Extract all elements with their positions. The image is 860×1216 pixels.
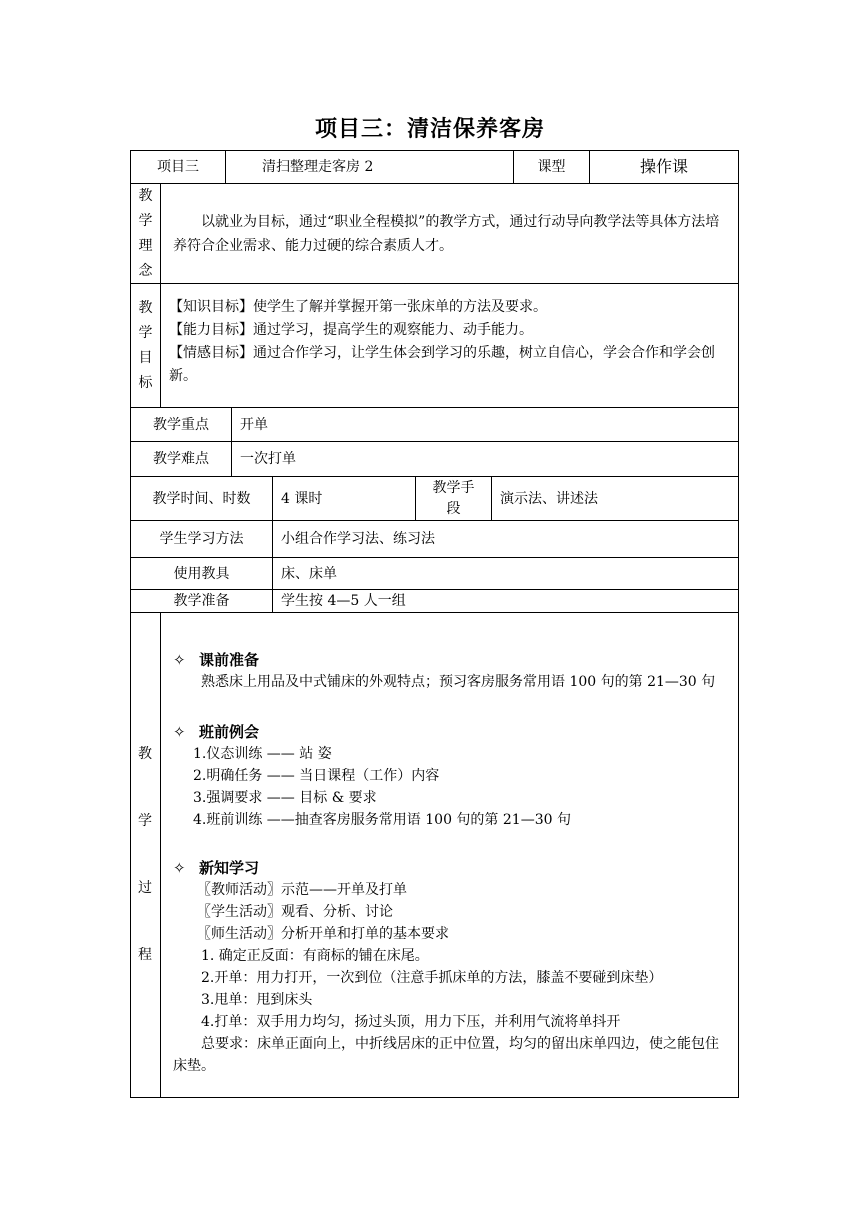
means-label: 教学手段 xyxy=(432,479,475,517)
meeting-item: 2.明确任务 —— 当日课程（工作）内容 xyxy=(193,768,440,784)
difficulty-value: 一次打单 xyxy=(240,451,296,467)
course-type-label-cell xyxy=(513,150,590,184)
new-learning-heading: ✧ 新知学习 xyxy=(173,859,260,877)
key-point-label-cell xyxy=(130,407,232,442)
time-value: 4 课时 xyxy=(281,490,323,507)
pre-class-text: 熟悉床上用品及中式铺床的外观特点；预习客房服务常用语 100 句的第 21—30 句 xyxy=(201,674,716,690)
project-value: 清扫整理走客房 2 xyxy=(262,159,374,175)
diamond-icon: ✧ xyxy=(173,859,186,877)
project-label: 项目三 xyxy=(157,159,199,175)
joint-activity: 〖师生活动〗分析开单和打单的基本要求 xyxy=(197,926,449,942)
teaching-concept-text: 以就业为目标，通过“职业全程模拟”的教学方式，通过行动导向教学法等具体方法培养符合企业需求、能力过硬的综合素质人才。 xyxy=(173,213,720,254)
course-type-value: 操作课 xyxy=(639,157,688,176)
step-item: 2.开单：用力打开，一次到位（注意手抓床单的方法，膝盖不要碰到床垫） xyxy=(201,970,663,986)
teaching-concept-label: 教 学 理 念 xyxy=(130,183,161,284)
step-item: 1. 确定正反面：有商标的铺在床尾。 xyxy=(201,948,429,964)
process-label: 教 学 过 程 xyxy=(130,612,161,1098)
step-item: 4.打单：双手用力均匀，扬过头顶，用力下压，并利用气流将单抖开 xyxy=(201,1014,621,1030)
step-item: 3.甩单：甩到床头 xyxy=(201,992,313,1008)
project-label-cell xyxy=(130,150,226,184)
teaching-concept-content xyxy=(160,183,739,284)
course-type-label: 课型 xyxy=(537,159,566,175)
teaching-goals-label: 教 学 目 标 xyxy=(130,283,161,408)
page-title: 项目三：清洁保养客房 xyxy=(314,117,545,142)
tools-label: 使用教具 xyxy=(173,565,230,582)
means-label-cell xyxy=(415,476,492,521)
time-label: 教学时间、时数 xyxy=(152,490,251,507)
diamond-icon: ✧ xyxy=(173,651,186,669)
pre-class-heading: ✧ 课前准备 xyxy=(173,651,260,669)
key-point-label: 教学重点 xyxy=(153,416,209,433)
meeting-item: 1.仪态训练 —— 站 姿 xyxy=(193,746,332,762)
key-point-value-cell xyxy=(231,407,739,442)
tools-value-cell xyxy=(272,557,739,590)
key-point-value: 开单 xyxy=(240,416,268,433)
means-value: 演示法、讲述法 xyxy=(500,490,598,507)
difficulty-value-cell xyxy=(231,441,739,477)
tools-value: 床、床单 xyxy=(281,565,337,582)
preparation-value-cell xyxy=(272,589,739,613)
study-method-value-cell xyxy=(272,520,739,558)
study-method-label: 学生学习方法 xyxy=(159,531,244,547)
study-method-label-cell xyxy=(130,520,273,558)
course-type-value-cell xyxy=(589,150,739,184)
tools-label-cell xyxy=(130,557,273,590)
process-content xyxy=(160,612,739,1098)
teacher-activity: 〖教师活动〗示范——开单及打单 xyxy=(197,882,407,898)
preparation-value: 学生按 4—5 人一组 xyxy=(281,593,406,609)
ability-goal: 【能力目标】通过学习，提高学生的观察能力、动手能力。 xyxy=(169,322,533,338)
preparation-label: 教学准备 xyxy=(173,593,230,609)
teaching-goals-content xyxy=(160,283,739,408)
project-value-cell xyxy=(225,150,514,184)
time-label-cell xyxy=(130,476,273,521)
difficulty-label-cell xyxy=(130,441,232,477)
time-value-cell xyxy=(272,476,416,521)
emotion-goal: 【情感目标】通过合作学习，让学生体会到学习的乐趣，树立自信心，学会合作和学会创新。 xyxy=(169,345,715,384)
study-method-value: 小组合作学习法、练习法 xyxy=(281,531,435,547)
diamond-icon: ✧ xyxy=(173,723,186,741)
meeting-heading: ✧ 班前例会 xyxy=(173,723,260,741)
difficulty-label: 教学难点 xyxy=(153,451,209,467)
summary-requirement: 总要求：床单正面向上，中折线居床的正中位置，均匀的留出床单四边，使之能包住床垫。 xyxy=(173,1036,719,1074)
meeting-item: 4.班前训练 ——抽查客房服务常用语 100 句的第 21—30 句 xyxy=(193,812,571,828)
knowledge-goal: 【知识目标】使学生了解并掌握开第一张床单的方法及要求。 xyxy=(169,299,547,315)
meeting-item: 3.强调要求 —— 目标 & 要求 xyxy=(193,790,377,806)
preparation-label-cell xyxy=(130,589,273,613)
student-activity: 〖学生活动〗观看、分析、讨论 xyxy=(197,904,393,920)
means-value-cell xyxy=(491,476,739,521)
